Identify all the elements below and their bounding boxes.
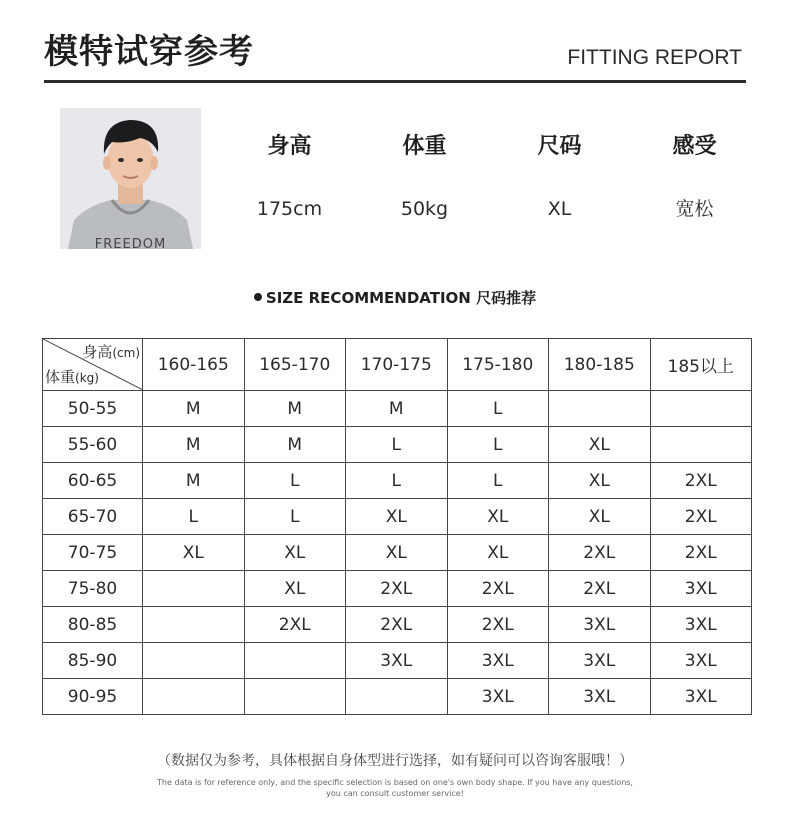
info-header-feel: 感受 bbox=[672, 134, 717, 159]
size-cell: M bbox=[143, 391, 245, 427]
height-column-header: 170-175 bbox=[346, 339, 448, 391]
size-cell: 3XL bbox=[447, 643, 549, 679]
size-cell bbox=[549, 391, 651, 427]
size-cell: 3XL bbox=[650, 607, 752, 643]
size-table-header-row bbox=[43, 339, 752, 391]
corner-weight-label: 体重(kg) bbox=[45, 368, 99, 386]
table-row bbox=[43, 463, 752, 499]
model-photo bbox=[60, 108, 201, 249]
size-cell bbox=[143, 679, 245, 715]
table-row bbox=[43, 571, 752, 607]
size-cell: XL bbox=[346, 499, 448, 535]
size-cell: L bbox=[346, 427, 448, 463]
size-cell: 2XL bbox=[447, 571, 549, 607]
height-column-header: 165-170 bbox=[244, 339, 346, 391]
size-cell: 3XL bbox=[346, 643, 448, 679]
disclaimer-en-line1: The data is for reference only, and the specific selection is based on one's own body shape. If you have any questions, bbox=[157, 778, 633, 787]
bullet-dot-icon bbox=[254, 293, 262, 301]
table-row bbox=[43, 679, 752, 715]
size-cell: 3XL bbox=[650, 679, 752, 715]
size-cell: XL bbox=[549, 499, 651, 535]
weight-row-header: 70-75 bbox=[43, 535, 143, 571]
size-cell: XL bbox=[143, 535, 245, 571]
corner-cell bbox=[43, 339, 143, 391]
size-cell: 2XL bbox=[447, 607, 549, 643]
size-cell: L bbox=[143, 499, 245, 535]
size-cell: XL bbox=[244, 571, 346, 607]
info-header-height: 身高 bbox=[267, 134, 312, 159]
size-cell: XL bbox=[447, 499, 549, 535]
info-value-weight: 50kg bbox=[400, 198, 449, 220]
size-cell: 2XL bbox=[650, 463, 752, 499]
size-cell: 2XL bbox=[650, 499, 752, 535]
size-cell: L bbox=[346, 463, 448, 499]
size-cell: XL bbox=[447, 535, 549, 571]
size-cell: M bbox=[346, 391, 448, 427]
size-cell: 3XL bbox=[549, 607, 651, 643]
size-cell: 2XL bbox=[346, 571, 448, 607]
size-cell: L bbox=[447, 391, 549, 427]
size-cell bbox=[143, 607, 245, 643]
height-column-header: 175-180 bbox=[447, 339, 549, 391]
info-value-height: 175cm bbox=[256, 198, 323, 220]
size-cell: L bbox=[244, 463, 346, 499]
disclaimer-cn: （数据仅为参考，具体根据自身体型进行选择，如有疑问可以咨询客服哦！） bbox=[157, 753, 633, 769]
size-cell: XL bbox=[549, 427, 651, 463]
size-cell: 3XL bbox=[650, 571, 752, 607]
corner-height-label: 身高(cm) bbox=[82, 343, 140, 361]
size-cell bbox=[650, 391, 752, 427]
weight-row-header: 50-55 bbox=[43, 391, 143, 427]
info-value-feel: 宽松 bbox=[675, 198, 714, 220]
size-cell bbox=[143, 643, 245, 679]
height-column-header: 160-165 bbox=[143, 339, 245, 391]
size-cell: M bbox=[143, 463, 245, 499]
height-column-header: 180-185 bbox=[549, 339, 651, 391]
size-cell bbox=[650, 427, 752, 463]
size-cell: XL bbox=[244, 535, 346, 571]
model-info bbox=[222, 125, 762, 227]
size-cell: XL bbox=[346, 535, 448, 571]
weight-row-header: 75-80 bbox=[43, 571, 143, 607]
info-value-size: XL bbox=[547, 198, 572, 220]
weight-row-header: 90-95 bbox=[43, 679, 143, 715]
size-cell: M bbox=[244, 427, 346, 463]
size-cell: 2XL bbox=[549, 571, 651, 607]
table-row bbox=[43, 499, 752, 535]
table-row bbox=[43, 607, 752, 643]
page-title: 模特试穿参考 bbox=[44, 32, 254, 72]
size-cell bbox=[143, 571, 245, 607]
table-row bbox=[43, 391, 752, 427]
size-cell bbox=[244, 679, 346, 715]
size-cell: M bbox=[244, 391, 346, 427]
size-cell: XL bbox=[549, 463, 651, 499]
table-row bbox=[43, 535, 752, 571]
size-cell bbox=[346, 679, 448, 715]
weight-row-header: 85-90 bbox=[43, 643, 143, 679]
weight-row-header: 55-60 bbox=[43, 427, 143, 463]
size-table bbox=[42, 338, 752, 715]
size-cell: L bbox=[447, 427, 549, 463]
size-cell: M bbox=[143, 427, 245, 463]
size-cell: 2XL bbox=[549, 535, 651, 571]
size-cell: 3XL bbox=[549, 643, 651, 679]
size-cell: 2XL bbox=[244, 607, 346, 643]
size-cell: 3XL bbox=[650, 643, 752, 679]
size-cell: L bbox=[447, 463, 549, 499]
info-header-size: 尺码 bbox=[537, 134, 582, 159]
page-subtitle: FITTING REPORT bbox=[567, 46, 742, 69]
section-title bbox=[0, 287, 790, 308]
table-row bbox=[43, 427, 752, 463]
disclaimer-en-line2: you can consult customer service! bbox=[326, 789, 464, 798]
header-divider bbox=[44, 80, 746, 83]
size-cell: L bbox=[244, 499, 346, 535]
weight-row-header: 80-85 bbox=[43, 607, 143, 643]
weight-row-header: 60-65 bbox=[43, 463, 143, 499]
table-row bbox=[43, 643, 752, 679]
size-cell: 2XL bbox=[650, 535, 752, 571]
section-title-text: SIZE RECOMMENDATION 尺码推荐 bbox=[265, 289, 537, 307]
height-column-header: 185以上 bbox=[650, 339, 752, 391]
weight-row-header: 65-70 bbox=[43, 499, 143, 535]
size-cell: 3XL bbox=[549, 679, 651, 715]
size-cell bbox=[244, 643, 346, 679]
disclaimer-en bbox=[0, 777, 790, 799]
info-header-weight: 体重 bbox=[402, 134, 447, 159]
size-cell: 3XL bbox=[447, 679, 549, 715]
size-cell: 2XL bbox=[346, 607, 448, 643]
shirt-print: FREEDOM bbox=[94, 237, 167, 249]
